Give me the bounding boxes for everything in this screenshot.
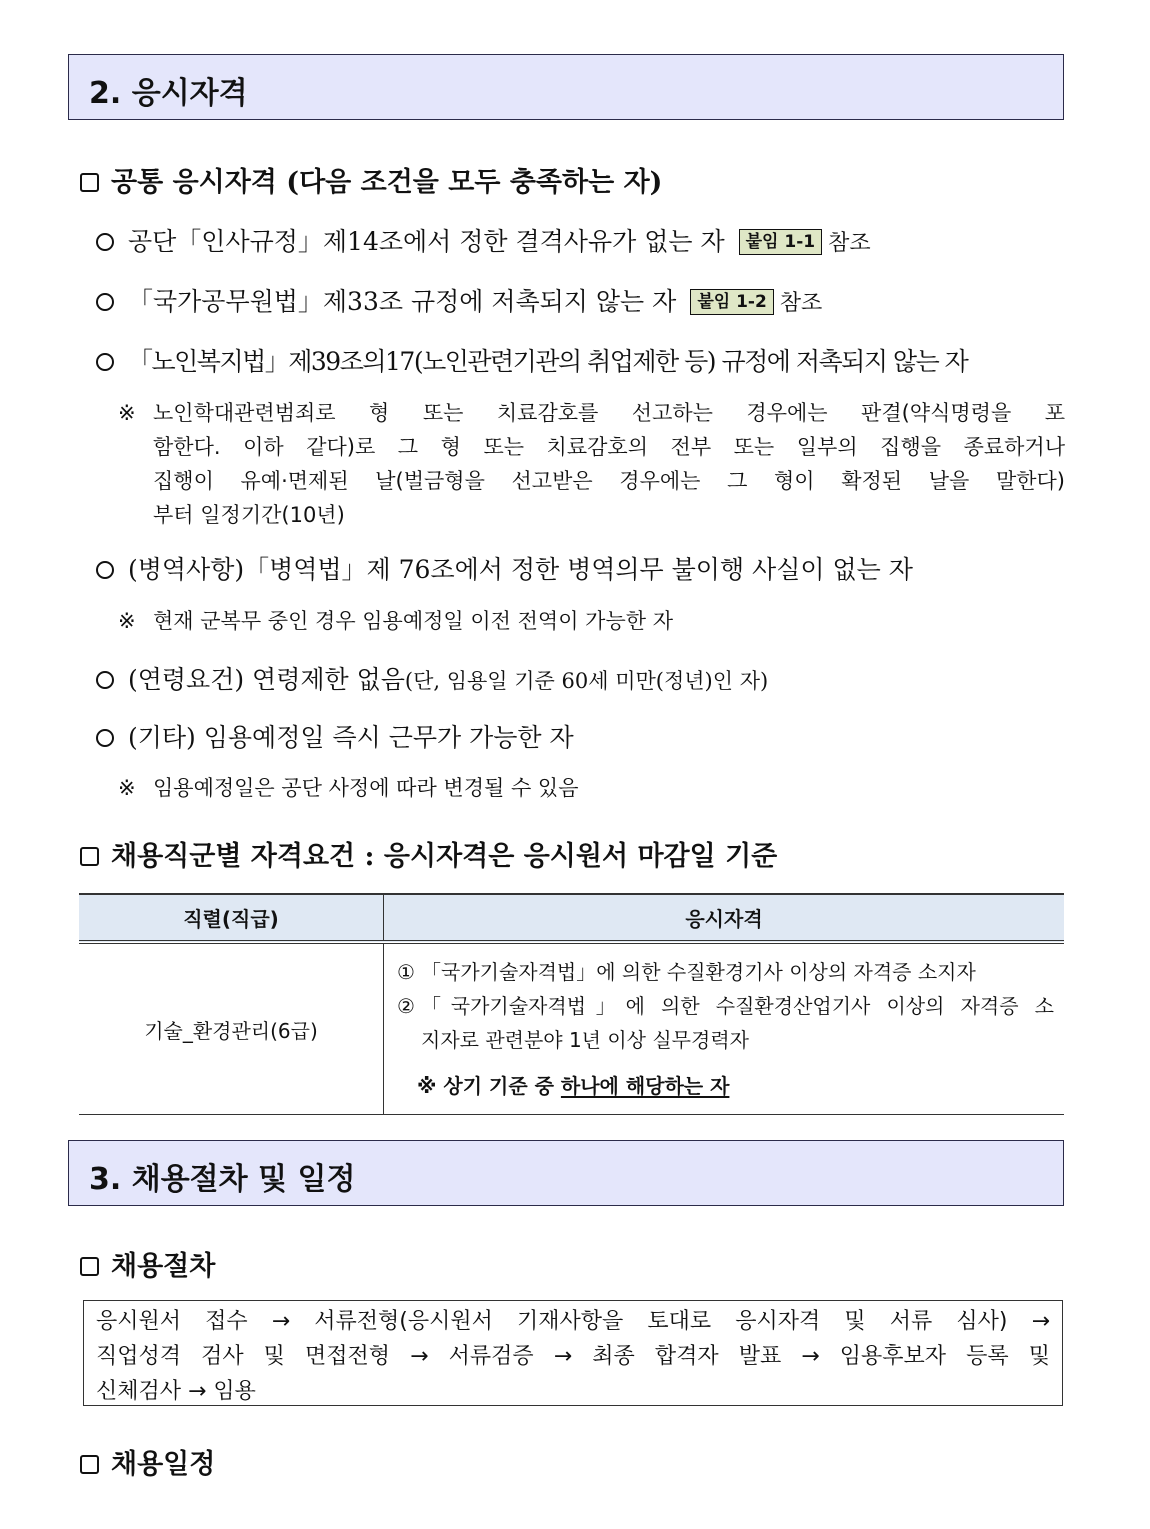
qualification-item-6: (기타) 임용예정일 즉시 근무가 가능한 자 (96, 718, 574, 754)
military-note: ※ 현재 군복무 중인 경우 임용예정일 이전 전역이 가능한 자 (118, 609, 673, 633)
section-3-title: 3. 채용절차 및 일정 (89, 1162, 356, 1197)
section-3-header (68, 1140, 1064, 1206)
procedure-box: 응시원서 접수 → 서류전형(응시원서 기재사항을 토대로 응시자격 및 서류 심사) → 직업성격 검사 및 면접전형 → 서류검증 → 최종 합격자 발표 → 임용후보자 등록 및 신체검사 → 임용 (83, 1300, 1063, 1406)
procedure-heading: 채용절차 (80, 1244, 215, 1283)
circle-bullet-icon (96, 233, 114, 251)
table-row (79, 942, 1064, 1115)
start-date-note: ※ 임용예정일은 공단 사정에 따라 변경될 수 있음 (118, 776, 579, 800)
attachment-badge-1-1: 붙임 1-1 (739, 229, 822, 255)
schedule-heading: 채용일정 (80, 1442, 215, 1481)
table-header-row (79, 894, 1064, 942)
qualification-item-2: 「국가공무원법」제33조 규정에 저촉되지 않는 자 붙임 1-2 참조 (96, 282, 822, 318)
circle-bullet-icon (96, 293, 114, 311)
square-bullet-icon (80, 1257, 99, 1276)
circle-bullet-icon (96, 671, 114, 689)
circle-bullet-icon (96, 729, 114, 747)
square-bullet-icon (80, 847, 99, 866)
qualification-item-5: (연령요건) 연령제한 없음(단, 임용일 기준 60세 미만(정년)인 자) (96, 660, 768, 696)
square-bullet-icon (80, 173, 99, 192)
elder-abuse-note: ※ 노인학대관련범죄로 형 또는 치료감호를 선고하는 경우에는 판결(약식명령을 포 함한다. 이하 같다)로 그 형 또는 치료감호의 전부 또는 일부의 집행을 종료하거나 집행이 유예·면제된 날(벌금형을 선고받은 경우에는 그 형이 확정된 날을 말한다) 부터 일정기간(10년) (118, 401, 1065, 527)
qualification-item-4: (병역사항)「병역법」제 76조에서 정한 병역의무 불이행 사실이 없는 자 (96, 550, 913, 586)
requirement-1: ① 「국가기술자격법」에 의한 수질환경기사 이상의 자격증 소지자 (397, 960, 976, 984)
column-header-qualification: 응시자격 (384, 894, 1065, 942)
qualification-item-3: 「노인복지법」제39조의17(노인관련기관의 취업제한 등) 규정에 저촉되지 않는 자 (96, 342, 967, 378)
requirement-cell (384, 942, 1065, 1115)
position-cell: 기술_환경관리(6급) (79, 942, 384, 1115)
job-qualification-heading: 채용직군별 자격요건 : 응시자격은 응시원서 마감일 기준 (80, 834, 777, 873)
common-qualification-heading: 공통 응시자격 (다음 조건을 모두 충족하는 자) (80, 160, 662, 199)
circle-bullet-icon (96, 561, 114, 579)
qualification-table (79, 893, 1064, 1115)
column-header-position: 직렬(직급) (79, 894, 384, 942)
circle-bullet-icon (96, 353, 114, 371)
qualification-item-1: 공단「인사규정」제14조에서 정한 결격사유가 없는 자 붙임 1-1 참조 (96, 222, 871, 258)
attachment-badge-1-2: 붙임 1-2 (690, 289, 773, 315)
requirement-2: ② 「국가기술자격법」에 의한 수질환경산업기사 이상의 자격증 소 지자로 관련분야 1년 이상 실무경력자 (397, 994, 1054, 1052)
section-2-header (68, 54, 1064, 120)
requirement-note: ※ 상기 기준 중 하나에 해당하는 자 (417, 1074, 730, 1098)
section-2-title: 2. 응시자격 (89, 76, 248, 111)
square-bullet-icon (80, 1455, 99, 1474)
